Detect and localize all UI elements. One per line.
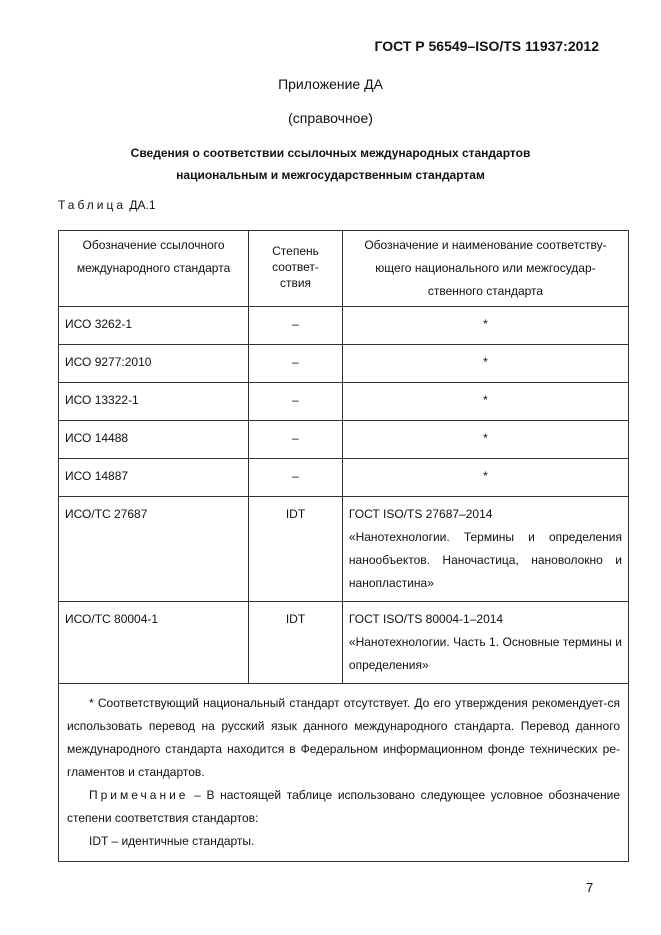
header-national-line: ственного стандарта (427, 284, 544, 298)
table-label-word: Таблица (58, 198, 127, 212)
cell-degree: IDT (249, 497, 343, 602)
header-ref-standard (59, 231, 249, 307)
cell-ref: ИСО 14488 (59, 421, 249, 459)
cell-national (342, 497, 628, 602)
cell-ref: ИСО/ТС 27687 (59, 497, 249, 602)
table-row (59, 345, 629, 383)
national-code: ГОСТ ISO/TS 27687–2014 (348, 507, 493, 521)
cell-degree: – (249, 307, 343, 345)
appendix-heading-line2: национальным и межгосударственным стандартам (176, 168, 485, 182)
header-degree-line: Степень (272, 244, 319, 258)
cell-degree: – (249, 459, 343, 497)
table-row (59, 307, 629, 345)
correspondence-table (58, 230, 629, 862)
appendix-heading-line1: Сведения о соответствии ссылочных международных стандартов (130, 146, 531, 160)
header-national-standard (342, 231, 628, 307)
cell-degree: – (249, 421, 343, 459)
table-row (59, 383, 629, 421)
idt-definition: IDT – идентичные стандарты. (89, 834, 255, 848)
cell-national: * (342, 421, 628, 459)
document-code: ГОСТ Р 56549–ISO/TS 11937:2012 (374, 38, 599, 54)
cell-national: * (342, 307, 628, 345)
header-national-line: ющего национального или межгосудар- (375, 261, 596, 275)
cell-national: * (342, 345, 628, 383)
table-label (58, 198, 156, 212)
cell-national: * (342, 383, 628, 421)
note-text: – В настоящей таблице использовано следующее условное обозначение степени соответствия стандартов: (67, 788, 620, 825)
table-footnote-cell (59, 684, 629, 862)
cell-national: * (342, 459, 628, 497)
table-row (59, 602, 629, 684)
cell-degree: IDT (249, 602, 343, 684)
note-paragraph (67, 784, 620, 830)
header-degree-line: соответ- (272, 260, 319, 274)
cell-ref: ИСО/ТС 80004-1 (59, 602, 249, 684)
appendix-kind: (справочное) (288, 110, 373, 126)
table-label-number: ДА.1 (129, 198, 156, 212)
table-row (59, 459, 629, 497)
cell-national (342, 602, 628, 684)
cell-degree: – (249, 383, 343, 421)
header-degree-line: ствия (279, 276, 312, 290)
cell-ref: ИСО 13322-1 (59, 383, 249, 421)
footnote-text: * Соответствующий национальный стандарт отсутствует. До его утверждения рекомендует-ся использовать перевод на русский язык данного международного стандарта. Перевод данного международного стандарта находится в Федеральном информационном фонде технических ре-гламентов и стандартов. (67, 696, 620, 779)
table-row (59, 497, 629, 602)
cell-ref: ИСО 14887 (59, 459, 249, 497)
appendix-title: Приложение ДА (278, 76, 383, 92)
national-name: «Нанотехнологии. Термины и определения нанообъектов. Наночастица, нановолокно и нанопластина» (348, 530, 622, 590)
national-code: ГОСТ ISO/TS 80004-1–2014 (348, 612, 504, 626)
header-ref-line: международного стандарта (76, 261, 231, 275)
note-label: Примечание (89, 788, 189, 802)
header-ref-line: Обозначение ссылочного (82, 238, 225, 252)
table-row (59, 421, 629, 459)
cell-ref: ИСО 3262-1 (59, 307, 249, 345)
national-name: «Нанотехнологии. Часть 1. Основные термины и определения» (348, 635, 622, 672)
cell-degree: – (249, 345, 343, 383)
cell-ref: ИСО 9277:2010 (59, 345, 249, 383)
table-header-row (59, 231, 629, 307)
page-number: 7 (586, 880, 594, 895)
table-footnote-row (59, 684, 629, 862)
header-national-line: Обозначение и наименование соответству- (364, 238, 607, 252)
header-degree (249, 231, 343, 307)
